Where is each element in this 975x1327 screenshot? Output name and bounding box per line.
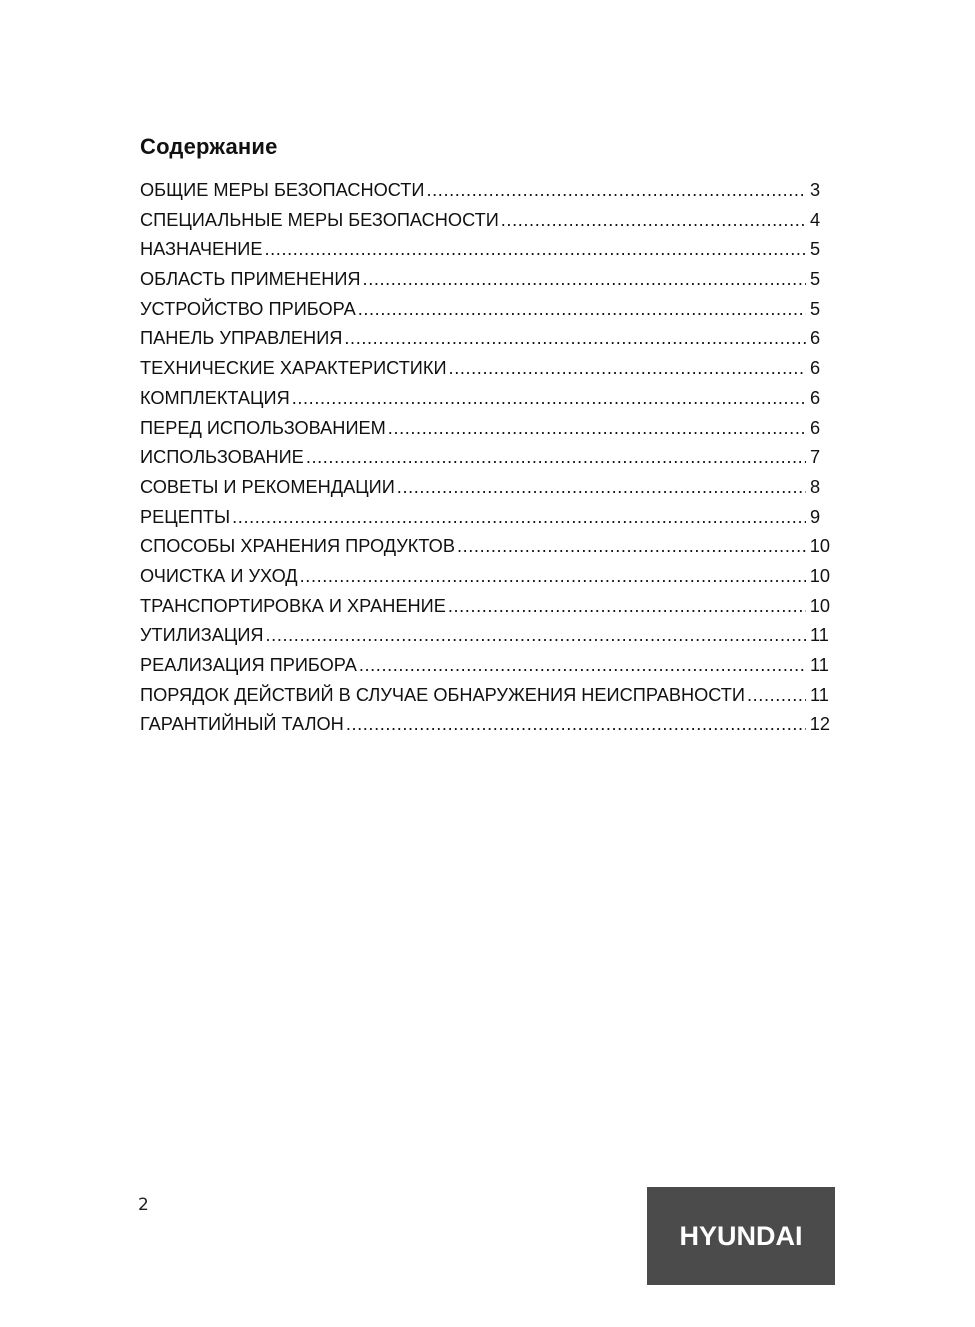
toc-entry-label: СОВЕТЫ И РЕКОМЕНДАЦИИ [140, 476, 395, 497]
toc-entry[interactable] [140, 710, 830, 740]
toc-entry-page: 6 [810, 358, 821, 379]
toc-entry[interactable] [140, 176, 830, 206]
dot-leader [266, 621, 806, 651]
toc-entry-page: 9 [810, 506, 821, 527]
dot-leader [344, 324, 806, 354]
toc-entry-label: НАЗНАЧЕНИЕ [140, 239, 263, 260]
brand-logo-text: HYUNDAI [679, 1220, 803, 1251]
dot-leader [358, 295, 806, 325]
toc-entry[interactable] [140, 265, 830, 295]
toc-entry-page: 8 [810, 476, 821, 497]
toc-entry-page: 7 [810, 447, 821, 468]
dot-leader [232, 503, 806, 533]
toc-entry-label: УТИЛИЗАЦИЯ [140, 625, 264, 646]
toc-entry-label: ТРАНСПОРТИРОВКА И ХРАНЕНИЕ [140, 595, 446, 616]
dot-leader [426, 176, 806, 206]
toc-entry-page: 10 [809, 595, 830, 616]
toc-title: Содержание [140, 134, 278, 159]
toc-entry[interactable] [140, 681, 830, 711]
dot-leader [397, 473, 806, 503]
toc-entry[interactable] [140, 235, 830, 265]
toc-entry-label: ПОРЯДОК ДЕЙСТВИЙ В СЛУЧАЕ ОБНАРУЖЕНИЯ НЕИСПРАВНОСТИ [140, 684, 745, 705]
toc-entry[interactable] [140, 532, 830, 562]
toc-entry[interactable] [140, 324, 830, 354]
toc-entry[interactable] [140, 592, 830, 622]
table-of-contents [140, 176, 830, 740]
toc-entry-label: ПЕРЕД ИСПОЛЬЗОВАНИЕМ [140, 417, 386, 438]
toc-entry-label: КОМПЛЕКТАЦИЯ [140, 387, 290, 408]
toc-entry-label: ОЧИСТКА И УХОД [140, 565, 298, 586]
dot-leader [300, 562, 806, 592]
toc-entry-page: 3 [810, 180, 821, 200]
toc-entry[interactable] [140, 206, 830, 236]
toc-entry-label: УСТРОЙСТВО ПРИБОРА [140, 298, 356, 319]
toc-entry[interactable] [140, 384, 830, 414]
dot-leader [292, 384, 806, 414]
toc-entry-page: 5 [810, 239, 821, 260]
dot-leader [306, 443, 806, 473]
toc-entry-label: ОБЛАСТЬ ПРИМЕНЕНИЯ [140, 269, 361, 290]
toc-entry-label: СПОСОБЫ ХРАНЕНИЯ ПРОДУКТОВ [140, 536, 455, 557]
toc-entry[interactable] [140, 295, 830, 325]
toc-entry-page: 6 [810, 417, 821, 438]
toc-entry[interactable] [140, 562, 830, 592]
toc-entry-label: РЕЦЕПТЫ [140, 506, 231, 527]
toc-entry-label: ГАРАНТИЙНЫЙ ТАЛОН [140, 714, 344, 735]
toc-entry[interactable] [140, 621, 830, 651]
toc-entry[interactable] [140, 354, 830, 384]
toc-entry[interactable] [140, 473, 830, 503]
dot-leader [363, 265, 806, 295]
toc-entry-page: 6 [810, 387, 821, 408]
dot-leader [359, 651, 806, 681]
toc-entry-page: 12 [809, 714, 830, 735]
dot-leader [388, 414, 806, 444]
toc-entry-label: СПЕЦИАЛЬНЫЕ МЕРЫ БЕЗОПАСНОСТИ [140, 209, 499, 230]
toc-entry-label: ИСПОЛЬЗОВАНИЕ [140, 447, 304, 468]
toc-entry-label: ОБЩИЕ МЕРЫ БЕЗОПАСНОСТИ [140, 180, 425, 200]
toc-entry-page: 11 [810, 655, 829, 675]
toc-entry-page: 5 [810, 269, 821, 290]
toc-entry[interactable] [140, 503, 830, 533]
dot-leader [747, 681, 806, 711]
toc-entry-page: 10 [809, 565, 830, 586]
page-number: 2 [138, 1195, 149, 1215]
toc-entry[interactable] [140, 443, 830, 473]
toc-entry[interactable] [140, 651, 830, 681]
dot-leader [449, 354, 806, 384]
toc-entry-label: РЕАЛИЗАЦИЯ ПРИБОРА [140, 655, 357, 675]
toc-entry[interactable] [140, 414, 830, 444]
dot-leader [264, 235, 806, 265]
toc-entry-page: 4 [810, 209, 821, 230]
toc-entry-page: 10 [809, 536, 830, 557]
dot-leader [448, 592, 806, 622]
toc-entry-page: 5 [810, 298, 821, 319]
toc-entry-label: ТЕХНИЧЕСКИЕ ХАРАКТЕРИСТИКИ [140, 358, 447, 379]
toc-entry-label: ПАНЕЛЬ УПРАВЛЕНИЯ [140, 328, 343, 349]
toc-entry-page: 11 [810, 625, 829, 646]
dot-leader [457, 532, 806, 562]
toc-entry-page: 6 [810, 328, 821, 349]
toc-entry-page: 11 [810, 684, 829, 705]
hyundai-logo [647, 1187, 835, 1285]
dot-leader [346, 710, 806, 740]
dot-leader [501, 206, 806, 236]
